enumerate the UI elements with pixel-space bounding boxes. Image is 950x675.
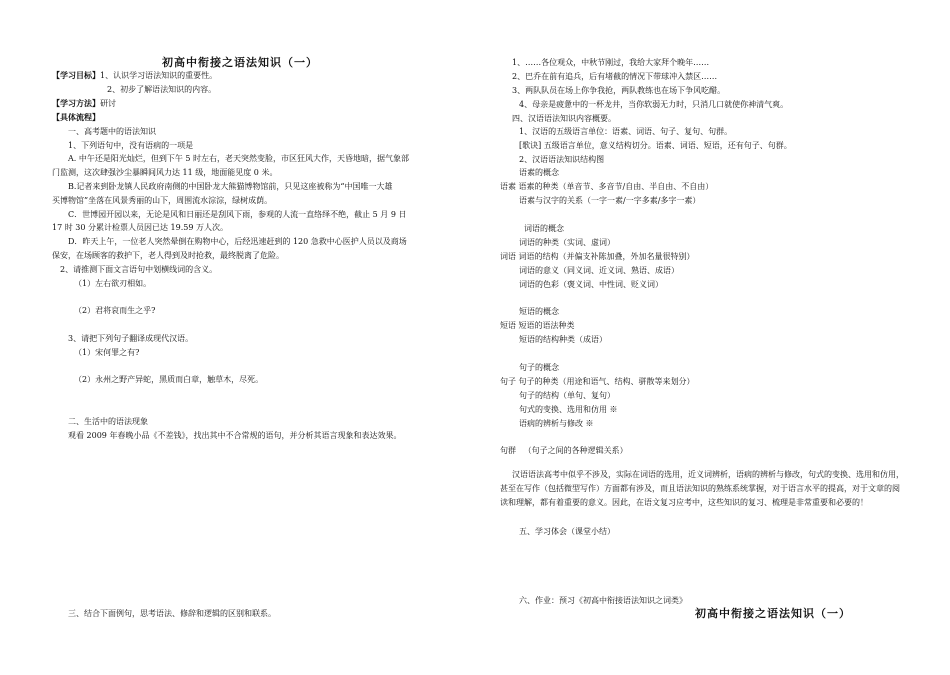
page-title: 初高中衔接之语法知识（一） [162,56,318,69]
unit-levels: 1、汉语的五级语言单位：语素、词语、句子、复句、句群。 [519,127,733,136]
goal-1: 1、认识学习语法知识的重要性。 [100,71,218,80]
group-row [500,444,628,458]
group-head: 句群 [500,446,516,455]
structure-diagram-heading: 2、汉语语法知识结构图 [519,155,605,164]
example-2: 2、巴乔在前有追兵，后有堵截的情况下带球冲入禁区…… [512,72,718,81]
sentence-head: 句子 [500,377,516,386]
word-color: 词语的色彩（褒义词、中性词、贬义词） [519,280,663,289]
learning-method [52,97,116,111]
example-3: 3、两队队员在场上你争我抢，两队教练也在场下争风吃醋。 [512,86,726,95]
morpheme-kind: 语素的种类（单音节、多音节/自由、半自由、不自由） [518,182,714,191]
example-1: 1、……各位观众，中秋节刚过，我给大家拜个晚年…… [512,58,710,67]
section-4-heading: 四、汉语语法知识内容概要。 [512,114,616,123]
phrase-structure: 短语的结构种类（成语） [519,335,607,344]
summary-paragraph: 汉语语法高考中似乎不涉及，实际在词语的选用，近义词辨析，语病的辨析与修改，句式的变换、选用和仿用，甚至在写作（包括微型写作）方面都有涉及，而且语法知识的熟练系统掌握，对于语言水平的提高，对于文章的阅读和理解，都有着重要的意义。因此，在语文复习应考中，这些知识的复习、梳理是非常重要和必要的！ [500,470,904,507]
section-2-heading: 二、生活中的语法现象 [68,417,148,426]
example-4: 4、母亲是疲惫中的一杯龙井，当你软弱无力时，只消几口就使你神清气爽。 [519,100,789,109]
footer-title: 初高中衔接之语法知识（一） [695,607,851,620]
sentence-concept: 句子的概念 [519,363,559,372]
phrase-row [500,319,575,333]
phrase-head: 短语 [500,321,516,330]
question-2-item-2: （2）君将哀而生之乎? [74,306,156,315]
section-5-heading: 五、学习体会（课堂小结） [519,527,615,536]
sentence-structure: 句子的结构（单句、复句） [519,391,615,400]
morpheme-head: 语素 [500,182,516,191]
sentence-transform: 句式的变换、选用和仿用 ※ [519,405,618,414]
question-3: 3、请把下列句子翻译成现代汉语。 [68,334,194,343]
section-6-homework: 六、作业：预习《初高中衔接语法知识之词类》 [519,596,687,605]
unit-mnemonic: [歌诀] 五级语言单位，意义结构切分。语素、词语、短语，还有句子、句群。 [519,141,792,150]
option-d-line-1: D．昨天上午，一位老人突然晕倒在购物中心，后经迅速赶到的 120 急救中心医护人员以及商场 [68,237,407,246]
option-d-line-2: 保安，在场顾客的救护下，老人得到及时抢救，最终脱离了危险。 [52,251,284,260]
section-2-text: 观看 2009 年春晚小品《不差钱》，找出其中不合常规的语句，并分析其语言现象和表达效果。 [68,431,402,440]
word-kind: 词语的种类（实词、虚词） [519,238,615,247]
flow-label: 【具体流程】 [52,112,100,122]
question-3-item-2: （2）永州之野产异蛇，黑质而白章，触草木，尽死。 [74,375,264,384]
group-relation: （句子之间的各种逻辑关系） [523,446,628,455]
question-2-item-1: （1）左右欲刃相如。 [74,279,152,288]
section-1-heading: 一、高考题中的语法知识 [68,127,156,136]
learning-goals [52,69,217,83]
option-c-line-1: C．世博园开园以来，无论是风和日丽还是刮风下雨，参观的人流一直络绎不绝，截止 5 月 9 日 [68,210,407,219]
phrase-concept: 短语的概念 [519,307,559,316]
word-structure: 词语的结构（并偏支补陈加叠，外加名量很特别） [518,252,695,261]
option-b-line-1: B.记者来到卧龙镇人民政府南侧的中国卧龙大熊猫博物馆前，只见这座被称为“中国唯一大雄 [68,182,393,191]
option-c-line-2: 17 时 30 分累计检票人员因已达 19.59 万人次。 [52,223,228,232]
section-3-heading: 三、结合下面例句，思考语法、修辞和逻辑的区别和联系。 [68,609,276,618]
sentence-errors: 语病的辨析与修改 ※ [519,419,594,428]
method-label: 【学习方法】 [52,98,100,108]
phrase-kind: 短语的语法种类 [518,321,575,330]
morpheme-relation: 语素与汉字的关系（一字一素/一字多素/多字一素） [519,196,701,205]
goal-2: 2、初步了解语法知识的内容。 [107,85,217,94]
option-a-line-1: A. 中午还是阳光灿烂，但到下午 5 时左右，老天突然变脸，市区狂风大作，天昏地暗，据气象部 [68,154,410,163]
method-text: 研讨 [100,99,116,108]
word-row [500,250,695,264]
morpheme-concept: 语素的概念 [519,168,559,177]
word-concept: 词语的概念 [524,224,564,233]
option-b-line-2: 买博物馆”坐落在风景秀丽的山下，周围流水淙淙，绿树成荫。 [52,196,273,205]
question-2: 2、请推测下面文言语句中划横线词的含义。 [60,265,218,274]
option-a-line-2: 门监测，这次肆强沙尘暴瞬间风力达 11 级，地面能见度 0 米。 [52,168,278,177]
word-head: 词语 [500,252,516,261]
question-3-item-1: （1）宋何罪之有? [74,348,140,357]
question-1: 1、下列语句中，没有语病的一项是 [68,141,194,150]
word-meaning: 词语的意义（同义词、近义词、熟语、成语） [519,266,679,275]
morpheme-row [500,180,713,194]
sentence-kind: 句子的种类（用途和语气、结构、骈散等来划分） [518,377,695,386]
sentence-row [500,375,695,389]
goals-label: 【学习目标】 [52,70,100,80]
